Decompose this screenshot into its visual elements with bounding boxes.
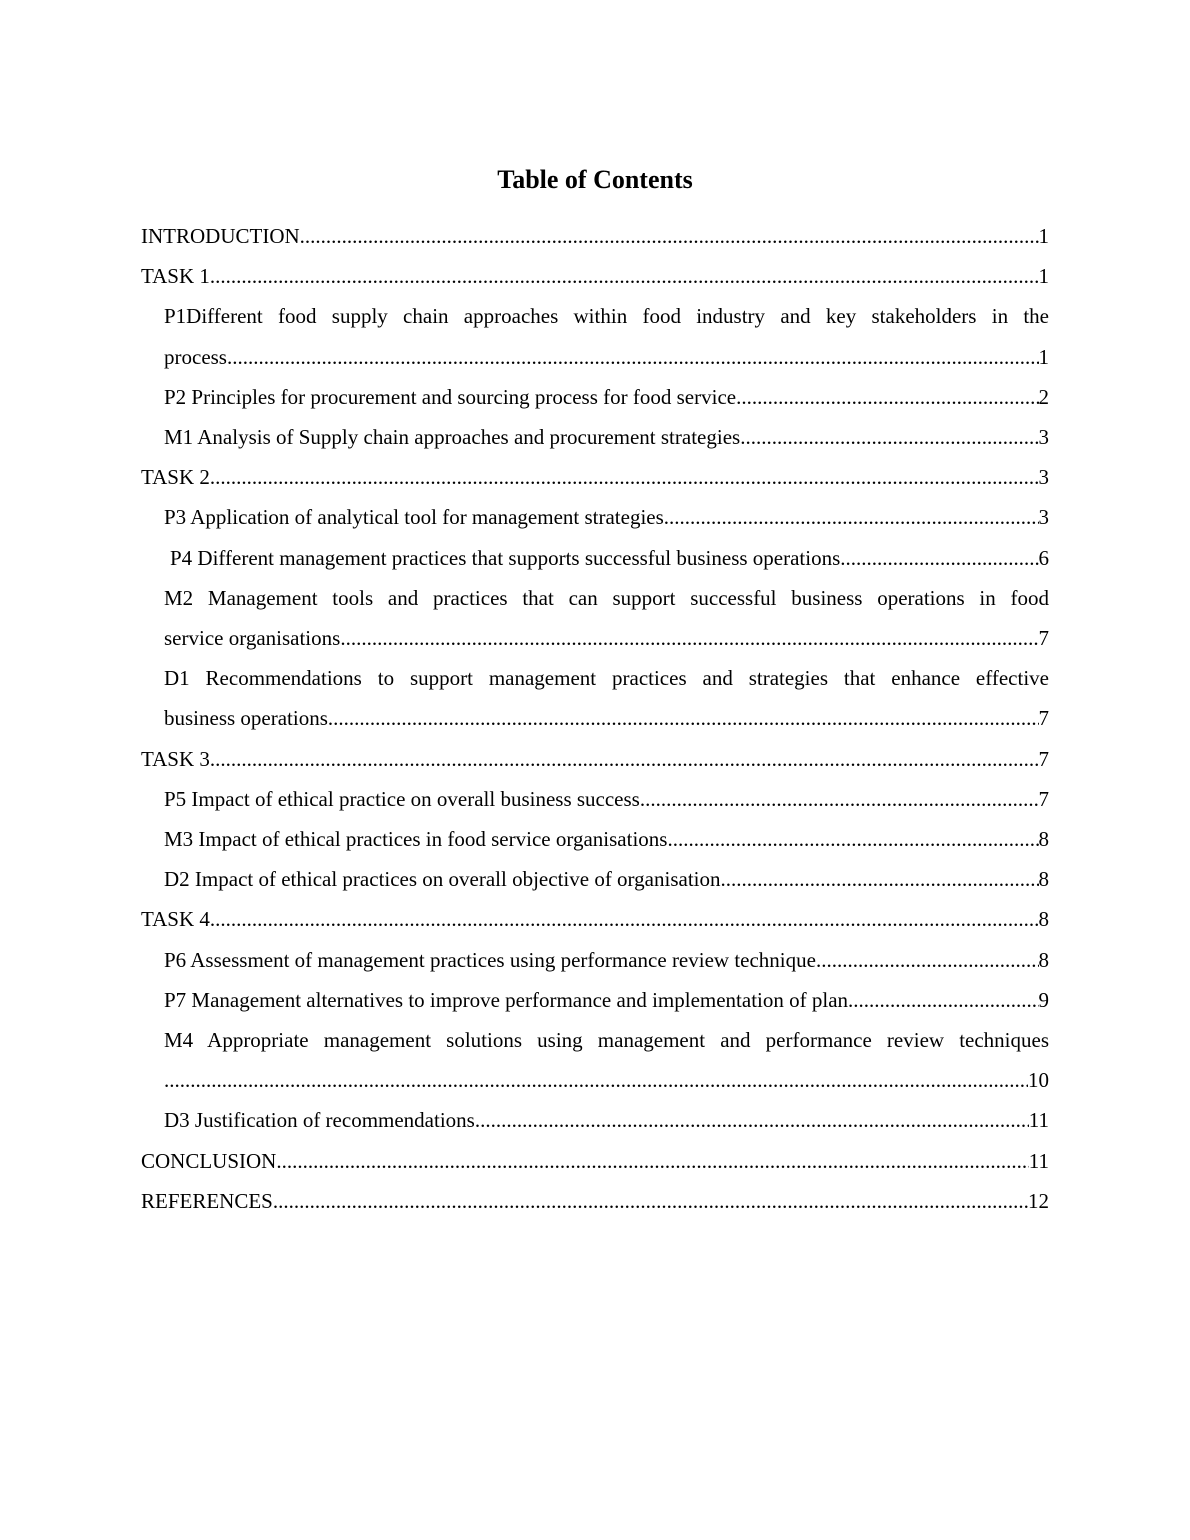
toc-page-number: 10 <box>1028 1068 1049 1093</box>
toc-entry-label: D3 Justification of recommendations <box>164 1108 475 1133</box>
toc-entry-task2[interactable] <box>141 457 1049 497</box>
toc-page-number: 2 <box>1038 384 1049 409</box>
toc-leader-dots <box>667 819 1038 859</box>
toc-page-number: 7 <box>1038 706 1049 731</box>
toc-leader-dots <box>210 739 1039 779</box>
toc-page-number: 7 <box>1038 786 1049 811</box>
toc-page-number: 3 <box>1038 425 1049 450</box>
toc-page-number: 3 <box>1038 505 1049 530</box>
toc-entry-label: P5 Impact of ethical practice on overall business success <box>164 786 640 811</box>
toc-entry-label: M1 Analysis of Supply chain approaches and procurement strategies <box>164 425 741 450</box>
toc-leader-dots <box>210 256 1039 296</box>
toc-entry-d1[interactable] <box>141 658 1049 738</box>
toc-entry-label: TASK 3 <box>141 746 210 771</box>
toc-page-number: 8 <box>1038 827 1049 852</box>
toc-entry-task3[interactable] <box>141 739 1049 779</box>
toc-entry-p5[interactable] <box>141 779 1049 819</box>
toc-leader-dots <box>721 859 1039 899</box>
toc-entry-p2[interactable] <box>141 377 1049 417</box>
toc-leader-dots <box>475 1100 1029 1140</box>
toc-entry-label-line1: M2 Management tools and practices that can support successful business operations in food <box>164 585 1049 610</box>
toc-entry-task4[interactable] <box>141 899 1049 939</box>
toc-entry-m3[interactable] <box>141 819 1049 859</box>
toc-page-number: 8 <box>1038 867 1049 892</box>
toc-entry-p1[interactable] <box>141 296 1049 376</box>
toc-entry-label: REFERENCES <box>141 1188 273 1213</box>
toc-entry-label-line2: business operations <box>164 706 328 731</box>
toc-leader-dots <box>736 377 1038 417</box>
toc-entry-label: TASK 4 <box>141 907 210 932</box>
toc-entry-p6[interactable] <box>141 940 1049 980</box>
toc-leader-dots <box>164 1060 1028 1100</box>
toc-list <box>141 216 1049 1221</box>
toc-page-number: 12 <box>1028 1188 1049 1213</box>
toc-entry-label-line1: M4 Appropriate management solutions using management and performance review techniques <box>164 1028 1049 1053</box>
toc-page-number: 6 <box>1038 545 1049 570</box>
toc-entry-label: D2 Impact of ethical practices on overall objective of organisation <box>164 867 721 892</box>
toc-entry-label: P4 Different management practices that supports successful business operations <box>170 545 841 570</box>
toc-entry-label: TASK 2 <box>141 465 210 490</box>
toc-leader-dots <box>840 538 1038 578</box>
toc-title: Table of Contents <box>497 165 693 194</box>
toc-leader-dots <box>848 980 1038 1020</box>
toc-leader-dots <box>276 1141 1028 1181</box>
toc-entry-label: CONCLUSION <box>141 1148 277 1173</box>
toc-entry-label: P3 Application of analytical tool for management strategies <box>164 505 664 530</box>
toc-entry-p3[interactable] <box>141 497 1049 537</box>
toc-page-number: 7 <box>1038 626 1049 651</box>
toc-page-number: 1 <box>1038 344 1049 369</box>
toc-entry-conclusion[interactable] <box>141 1141 1049 1181</box>
toc-entry-d3[interactable] <box>141 1100 1049 1140</box>
toc-leader-dots <box>664 497 1039 537</box>
toc-entry-label: M3 Impact of ethical practices in food service organisations <box>164 827 668 852</box>
toc-leader-dots <box>210 457 1039 497</box>
toc-page-number: 3 <box>1038 465 1049 490</box>
toc-entry-m4[interactable] <box>141 1020 1049 1100</box>
toc-page-number: 8 <box>1038 947 1049 972</box>
toc-leader-dots <box>816 940 1039 980</box>
toc-entry-label-line1: P1Different food supply chain approaches within food industry and key stakeholders in the <box>164 304 1049 329</box>
toc-leader-dots <box>740 417 1038 457</box>
toc-entry-references[interactable] <box>141 1181 1049 1221</box>
toc-entry-p7[interactable] <box>141 980 1049 1020</box>
toc-entry-label-line2: service organisations <box>164 626 341 651</box>
toc-leader-dots <box>273 1181 1028 1221</box>
toc-entry-label: TASK 1 <box>141 264 210 289</box>
toc-leader-dots <box>227 337 1039 377</box>
toc-leader-dots <box>640 779 1039 819</box>
toc-leader-dots <box>328 698 1039 738</box>
toc-entry-p4[interactable] <box>141 538 1049 578</box>
toc-entry-label: P7 Management alternatives to improve performance and implementation of plan <box>164 987 849 1012</box>
document-page <box>141 160 1049 1221</box>
toc-entry-task1[interactable] <box>141 256 1049 296</box>
toc-entry-label: P2 Principles for procurement and sourcing process for food service <box>164 384 737 409</box>
toc-entry-label: P6 Assessment of management practices using performance review technique <box>164 947 816 972</box>
toc-entry-label-line1: D1 Recommendations to support management practices and strategies that enhance effective <box>164 666 1049 691</box>
toc-entry-d2[interactable] <box>141 859 1049 899</box>
toc-leader-dots <box>340 618 1038 658</box>
toc-entry-m1[interactable] <box>141 417 1049 457</box>
toc-page-number: 1 <box>1038 264 1049 289</box>
toc-entry-introduction[interactable] <box>141 216 1049 256</box>
toc-page-number: 1 <box>1038 224 1049 248</box>
toc-leader-dots <box>210 899 1039 939</box>
toc-entry-label: INTRODUCTION <box>141 224 300 248</box>
toc-page-number: 11 <box>1028 1148 1049 1173</box>
toc-entry-label-line2: process <box>164 344 227 369</box>
toc-page-number: 8 <box>1038 907 1049 932</box>
toc-entry-m2[interactable] <box>141 578 1049 658</box>
toc-page-number: 11 <box>1028 1108 1049 1133</box>
toc-leader-dots <box>300 216 1039 256</box>
toc-page-number: 9 <box>1038 987 1049 1012</box>
toc-page-number: 7 <box>1038 746 1049 771</box>
